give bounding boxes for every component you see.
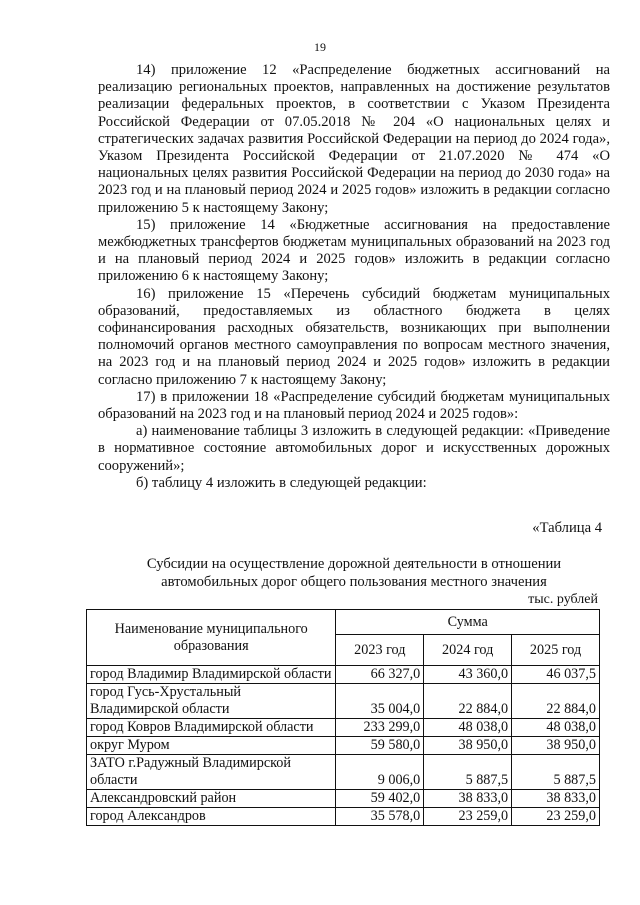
row-value-2024: 22 884,0 xyxy=(424,684,512,719)
header-name: Наименование муниципального образования xyxy=(87,610,336,666)
page-number: 19 xyxy=(314,40,326,54)
units-label: тыс. рублей xyxy=(528,592,598,607)
row-value-2025: 38 950,0 xyxy=(512,737,600,755)
document-body xyxy=(98,62,610,492)
table-reference: «Таблица 4 xyxy=(532,520,602,536)
row-value-2023: 35 004,0 xyxy=(336,684,424,719)
paragraph-17: 17) в приложении 18 «Распределение субсидий бюджетам муниципальных образований на 2023 год и на плановый период 2024 и 2025 годов»: xyxy=(98,388,610,423)
row-value-2023: 66 327,0 xyxy=(336,666,424,684)
row-value-2025: 22 884,0 xyxy=(512,684,600,719)
row-value-2025: 23 259,0 xyxy=(512,808,600,826)
table-row xyxy=(87,684,600,719)
row-value-2024: 48 038,0 xyxy=(424,719,512,737)
paragraph-15: 15) приложение 14 «Бюджетные ассигнования на предоставление межбюджетных трансфертов бюджетам муниципальных образований на 2023 год и на плановый период 2024 и 2025 годов» изложить в редакции согласно приложению 6 к настоящему Закону; xyxy=(98,216,610,285)
row-name: город Александров xyxy=(87,808,336,826)
table-row xyxy=(87,755,600,790)
row-name: город Ковров Владимирской области xyxy=(87,719,336,737)
header-year-2024: 2024 год xyxy=(424,635,512,666)
paragraph-17a: а) наименование таблицы 3 изложить в следующей редакции: «Приведение в нормативное состояние автомобильных дорог и искусственных дорожных сооружений»; xyxy=(98,423,610,474)
row-value-2025: 5 887,5 xyxy=(512,755,600,790)
subsidy-table xyxy=(86,609,600,826)
table-row xyxy=(87,737,600,755)
row-value-2025: 38 833,0 xyxy=(512,790,600,808)
row-value-2023: 59 402,0 xyxy=(336,790,424,808)
row-value-2024: 43 360,0 xyxy=(424,666,512,684)
table-row xyxy=(87,808,600,826)
header-sum: Сумма xyxy=(336,610,600,635)
row-value-2023: 233 299,0 xyxy=(336,719,424,737)
row-value-2023: 59 580,0 xyxy=(336,737,424,755)
paragraph-16: 16) приложение 15 «Перечень субсидий бюджетам муниципальных образований, предоставляемых из областного бюджета в целях софинансирования расходных обязательств, возникающих при выполнении полномочий органов местного самоуправления по вопросам местного значения, на 2023 год и на плановый период 2024 и 2025 годов» изложить в редакции согласно приложению 7 к настоящему Закону; xyxy=(98,285,610,388)
row-name: ЗАТО г.Радужный Владимирской области xyxy=(87,755,336,790)
row-value-2024: 23 259,0 xyxy=(424,808,512,826)
row-value-2024: 38 950,0 xyxy=(424,737,512,755)
header-year-2023: 2023 год xyxy=(336,635,424,666)
table-row xyxy=(87,666,600,684)
row-value-2023: 9 006,0 xyxy=(336,755,424,790)
row-name: округ Муром xyxy=(87,737,336,755)
row-name: город Владимир Владимирской области xyxy=(87,666,336,684)
row-name: город Гусь-Хрустальный Владимирской области xyxy=(87,684,336,719)
row-value-2025: 48 038,0 xyxy=(512,719,600,737)
row-value-2024: 5 887,5 xyxy=(424,755,512,790)
table-title: Субсидии на осуществление дорожной деятельности в отношении автомобильных дорог общего пользования местного значения xyxy=(146,556,562,590)
row-value-2024: 38 833,0 xyxy=(424,790,512,808)
table-row xyxy=(87,790,600,808)
row-value-2023: 35 578,0 xyxy=(336,808,424,826)
header-year-2025: 2025 год xyxy=(512,635,600,666)
paragraph-17b: б) таблицу 4 изложить в следующей редакции: xyxy=(136,474,427,491)
table-header-row xyxy=(87,610,600,635)
paragraph-14: 14) приложение 12 «Распределение бюджетных ассигнований на реализацию региональных проектов, направленных на достижение результатов реализации федеральных проектов, в соответствии с Указом Президента Российской Федерации от 07.05.2018 № 204 «О национальных целях и стратегических задачах развития Российской Федерации на период до 2024 года», Указом Президента Российской Федерации от 21.07.2020 № 474 «О национальных целях развития Российской Федерации на период до 2030 года» на 2023 год и на плановый период 2024 и 2025 годов» изложить в редакции согласно приложению 5 к настоящему Закону; xyxy=(98,62,610,216)
row-name: Александровский район xyxy=(87,790,336,808)
table-row xyxy=(87,719,600,737)
row-value-2025: 46 037,5 xyxy=(512,666,600,684)
